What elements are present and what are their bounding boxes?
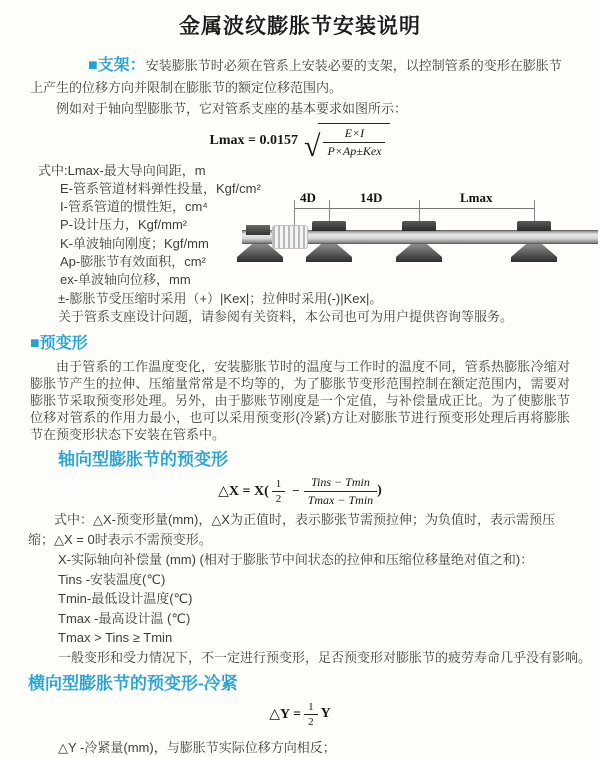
lateral-note: △Y -冷紧量(mm)，与膨胀节实际位移方向相反； (58, 740, 336, 756)
square-root (304, 123, 390, 163)
dimension-label-14d: 14D (360, 190, 383, 205)
lmax-formula (0, 123, 600, 163)
pipe-saddle (312, 221, 346, 231)
lateral-subsection-heading: 横向型膨胀节的预变形-冷紧 (28, 674, 238, 694)
axial-subsection-heading: 轴向型膨胀节的预变形 (58, 450, 228, 470)
predeform-body-text: 由于管系的工作温度变化，安装膨胀节时的温度与工作时的温度不同，管系热膨胀冷缩对膨胀节产生的拉伸、压缩量常常是不均等的，为了膨胀节变形范围控制在额定范围内，需要对膨胀节采取预变形处理。另外，由于膨账节刚度是一个定值，与补偿量成正比。为了使膨胀节位移对管系的作用力最小，也可以采用预变形(冷紧)方让对膨胀节进行预变形处理后再将膨胀节在预变形状态下安装在管系中。 (30, 359, 570, 443)
lmax-fraction (323, 126, 385, 159)
lateral-formula-rhs: Y (320, 706, 331, 722)
definition-line: Ap-膨胀节有效面积，cm² (60, 253, 206, 269)
support-intro-paragraph (30, 55, 570, 98)
fraction-numerator: 1 (308, 700, 314, 713)
support-section-heading: 支架： (97, 57, 146, 74)
temperature-fraction (304, 475, 377, 508)
bellows-icon (272, 225, 308, 249)
lmax-formula-lhs: Lmax = 0.0157 (209, 132, 298, 148)
consult-note: 关于管系支座设计问题，请参阅有关资料，本公司也可为用户提供咨询等服务。 (58, 308, 514, 324)
axial-note: 一般变形和受力情况下，不一定进行预变形，足否预变形对膨胀节的疲劳寿命几乎没有影响。 (58, 649, 592, 665)
predeform-section-heading: 预变形 (39, 335, 88, 353)
definition-line: K-单波轴向刚度；Kgf/mm (60, 235, 209, 251)
anchor-clamp (246, 225, 270, 235)
radical-body (318, 123, 390, 159)
section-square-icon: ■ (30, 335, 40, 353)
lateral-formula (0, 699, 600, 729)
support-intro-text: 安装膨胀节时必须在管系上安装必要的支架，以控制管系的变形在膨胀节上产生的位移方向并限制在膨胀节的额定位移范围内。 (30, 58, 562, 95)
axial-formula (0, 475, 600, 507)
pipe-saddle (402, 221, 436, 231)
definition-line: E-管系管道材料弹性投量，Kgf/cm² (60, 180, 261, 196)
support-example-text: 例如对于轴向型膨胀节，它对管系支座的基本要求如图所示： (56, 101, 408, 116)
support-pedestal (396, 244, 442, 262)
half-fraction (272, 478, 286, 505)
section-square-icon: ■ (88, 57, 98, 74)
support-pedestal (511, 244, 557, 262)
minus-operator: − (292, 483, 300, 499)
dimension-line (294, 208, 534, 209)
axial-formula-lhs: △X = X( (218, 483, 269, 499)
fraction-numerator: Tins − Tmin (311, 474, 370, 489)
half-fraction (304, 701, 318, 728)
axial-note: 式中：△X-预变形量(mm)，△X为正值时，表示膨张节需预拉伸；为负值时，表示需预压缩；△X = 0时表示不需预变形。 (28, 512, 555, 548)
definition-line: I-管系管道的惯性矩，cm⁴ (60, 199, 208, 215)
fraction-denominator: 2 (272, 491, 286, 505)
dimension-label-lmax: Lmax (460, 190, 493, 205)
axial-formula-rhs: ) (377, 483, 382, 499)
axial-note: X-实际轴向补偿量 (mm) (相对于膨胀节中间状态的拉伸和压缩位移量绝对值之和)： (58, 552, 534, 568)
radical-icon: √ (304, 129, 321, 163)
definition-line: 式中:Lmax-最大导向间距，m (38, 162, 206, 178)
fraction-numerator: E×I (344, 125, 365, 140)
axial-note: Tmax > Tins ≥ Tmin (58, 630, 173, 646)
dimension-label-4d: 4D (300, 190, 316, 205)
plusminus-note: ±-膨胀节受压缩时采用（+）|Kex|；拉伸时采用(-)|Kex|。 (58, 290, 383, 306)
page-title: 金属波纹膨胀节安装说明 (179, 15, 421, 38)
fraction-denominator: P×Ap±Kex (323, 142, 385, 159)
fraction-numerator: 1 (275, 477, 282, 490)
predeform-section-heading-row (30, 333, 600, 354)
fraction-denominator: 2 (304, 714, 318, 728)
axial-note: Tins -安装温度(℃) (58, 571, 166, 587)
support-pedestal (306, 244, 352, 262)
axial-note: Tmax -最高设计温 (℃) (58, 610, 191, 626)
pipe-support-diagram (242, 190, 598, 286)
fraction-denominator: Tmax − Tmin (304, 491, 377, 508)
definition-line: ex-单波轴向位移，mm (60, 272, 191, 288)
definition-line: P-设计压力，Kgf/mm² (60, 217, 188, 233)
axial-note: Tmin-最低设计温度(℃) (58, 591, 193, 607)
axial-notes (0, 510, 600, 667)
pipe-saddle (517, 221, 551, 231)
lateral-formula-lhs: △Y = (269, 706, 302, 722)
